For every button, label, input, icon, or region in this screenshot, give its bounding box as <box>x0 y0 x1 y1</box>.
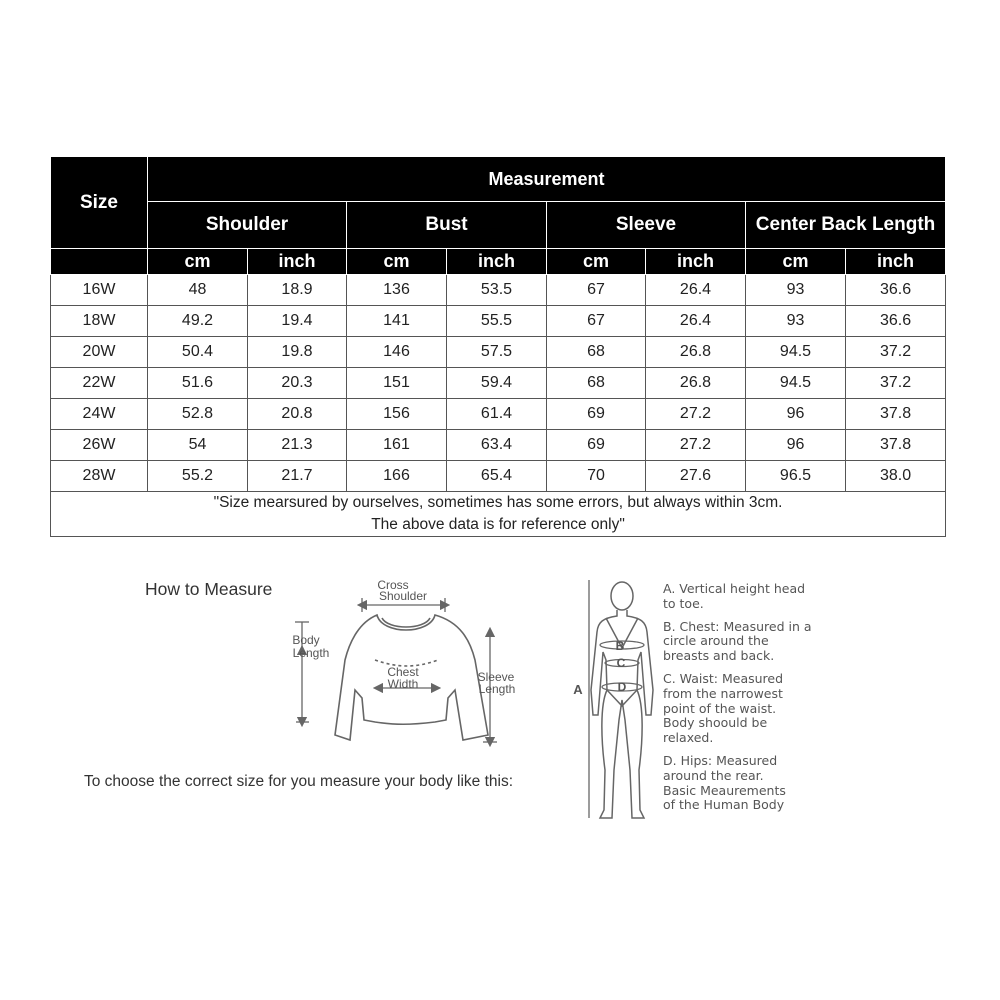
value-cell: 26.4 <box>646 275 746 306</box>
body-figure <box>591 582 653 818</box>
value-cell: 21.7 <box>248 461 347 492</box>
value-cell: 55.2 <box>148 461 248 492</box>
value-cell: 94.5 <box>746 368 846 399</box>
value-cell: 68 <box>547 368 646 399</box>
value-cell: 36.6 <box>846 306 946 337</box>
value-cell: 136 <box>347 275 447 306</box>
measurement-notes <box>663 582 843 821</box>
cross-label-1: Cross <box>377 578 409 592</box>
note-d-line: of the Human Body <box>663 797 785 813</box>
value-cell: 36.6 <box>846 275 946 306</box>
note-line-1: "Size mearsured by ourselves, sometimes has some errors, but always within 3cm. <box>213 494 783 511</box>
note-b <box>663 620 843 664</box>
choose-size-instruction: To choose the correct size for you measure your body like this: <box>84 773 514 790</box>
value-cell: 19.8 <box>248 337 347 368</box>
value-cell: 96.5 <box>746 461 846 492</box>
how-to-measure-title: How to Measure <box>145 579 273 599</box>
shoulder-label-2: Shoulder <box>378 589 428 603</box>
value-cell: 151 <box>347 368 447 399</box>
size-cell: 26W <box>51 430 148 461</box>
value-cell: 70 <box>547 461 646 492</box>
value-cell: 63.4 <box>447 430 547 461</box>
body-label-2: Length <box>292 646 330 660</box>
value-cell: 96 <box>746 430 846 461</box>
note-line-2: The above data is for reference only" <box>371 516 625 533</box>
value-cell: 37.8 <box>846 430 946 461</box>
figure-letter-a: A <box>573 682 583 697</box>
sleeve-label-1: Sleeve <box>477 670 515 684</box>
note-c-line: Body shoould be <box>663 715 768 731</box>
body-label-1: Body <box>292 633 320 647</box>
value-cell: 27.2 <box>646 430 746 461</box>
sleeve-label-2: Length <box>478 682 516 696</box>
value-cell: 20.3 <box>248 368 347 399</box>
group-header-sleeve: Sleeve <box>547 202 746 249</box>
value-cell: 51.6 <box>148 368 248 399</box>
value-cell: 69 <box>547 399 646 430</box>
note-b-line: B. Chest: Measured in a <box>663 618 812 634</box>
value-cell: 21.3 <box>248 430 347 461</box>
group-header-center-back-length: Center Back Length <box>746 202 946 249</box>
value-cell: 57.5 <box>447 337 547 368</box>
size-cell: 24W <box>51 399 148 430</box>
value-cell: 26.8 <box>646 368 746 399</box>
value-cell: 141 <box>347 306 447 337</box>
group-header-shoulder: Shoulder <box>148 202 347 249</box>
note-d-line: around the rear. <box>663 767 764 783</box>
note-c-line: C. Waist: Measured <box>663 670 784 686</box>
figure-letter-c: C <box>616 656 626 670</box>
size-cell: 18W <box>51 306 148 337</box>
value-cell: 20.8 <box>248 399 347 430</box>
value-cell: 26.4 <box>646 306 746 337</box>
value-cell: 93 <box>746 275 846 306</box>
value-cell: 69 <box>547 430 646 461</box>
value-cell: 53.5 <box>447 275 547 306</box>
figure-letter-b: B <box>615 639 625 653</box>
value-cell: 38.0 <box>846 461 946 492</box>
value-cell: 49.2 <box>148 306 248 337</box>
value-cell: 18.9 <box>248 275 347 306</box>
value-cell: 93 <box>746 306 846 337</box>
unit-header: cm <box>746 249 846 275</box>
note-c-line: point of the waist. <box>663 700 777 716</box>
group-header-bust: Bust <box>347 202 547 249</box>
value-cell: 166 <box>347 461 447 492</box>
value-cell: 146 <box>347 337 447 368</box>
unit-header: inch <box>646 249 746 275</box>
unit-header: inch <box>846 249 946 275</box>
value-cell: 94.5 <box>746 337 846 368</box>
measurement-header: Measurement <box>148 157 946 202</box>
value-cell: 48 <box>148 275 248 306</box>
note-c-line: relaxed. <box>663 730 714 746</box>
value-cell: 50.4 <box>148 337 248 368</box>
value-cell: 67 <box>547 306 646 337</box>
size-cell: 28W <box>51 461 148 492</box>
unit-header: inch <box>447 249 547 275</box>
unit-header: cm <box>347 249 447 275</box>
value-cell: 37.2 <box>846 368 946 399</box>
value-cell: 68 <box>547 337 646 368</box>
note-d-line: D. Hips: Measured <box>663 752 778 768</box>
value-cell: 27.2 <box>646 399 746 430</box>
note-d-line: Basic Meaurements <box>663 782 786 798</box>
value-cell: 52.8 <box>148 399 248 430</box>
note-c <box>663 672 843 746</box>
chest-label-2: Width <box>387 677 419 691</box>
unit-header: cm <box>148 249 248 275</box>
size-cell: 20W <box>51 337 148 368</box>
note-a-line: A. Vertical height head <box>663 581 806 596</box>
value-cell: 37.2 <box>846 337 946 368</box>
note-a <box>663 582 843 612</box>
value-cell: 54 <box>148 430 248 461</box>
value-cell: 61.4 <box>447 399 547 430</box>
size-cell: 16W <box>51 275 148 306</box>
value-cell: 161 <box>347 430 447 461</box>
size-header: Size <box>51 157 148 249</box>
size-cell: 22W <box>51 368 148 399</box>
value-cell: 67 <box>547 275 646 306</box>
unit-header: cm <box>547 249 646 275</box>
chest-label-1: Chest <box>387 665 419 679</box>
value-cell: 55.5 <box>447 306 547 337</box>
figure-letter-d: D <box>617 680 627 694</box>
value-cell: 59.4 <box>447 368 547 399</box>
value-cell: 37.8 <box>846 399 946 430</box>
note-c-line: from the narrowest <box>663 685 783 701</box>
value-cell: 19.4 <box>248 306 347 337</box>
note-a-line: to toe. <box>663 595 704 611</box>
value-cell: 27.6 <box>646 461 746 492</box>
value-cell: 26.8 <box>646 337 746 368</box>
unit-header: inch <box>248 249 347 275</box>
note-b-line: circle around the <box>663 633 769 649</box>
note-d <box>663 754 843 813</box>
value-cell: 65.4 <box>447 461 547 492</box>
note-b-line: breasts and back. <box>663 648 775 664</box>
value-cell: 96 <box>746 399 846 430</box>
value-cell: 156 <box>347 399 447 430</box>
